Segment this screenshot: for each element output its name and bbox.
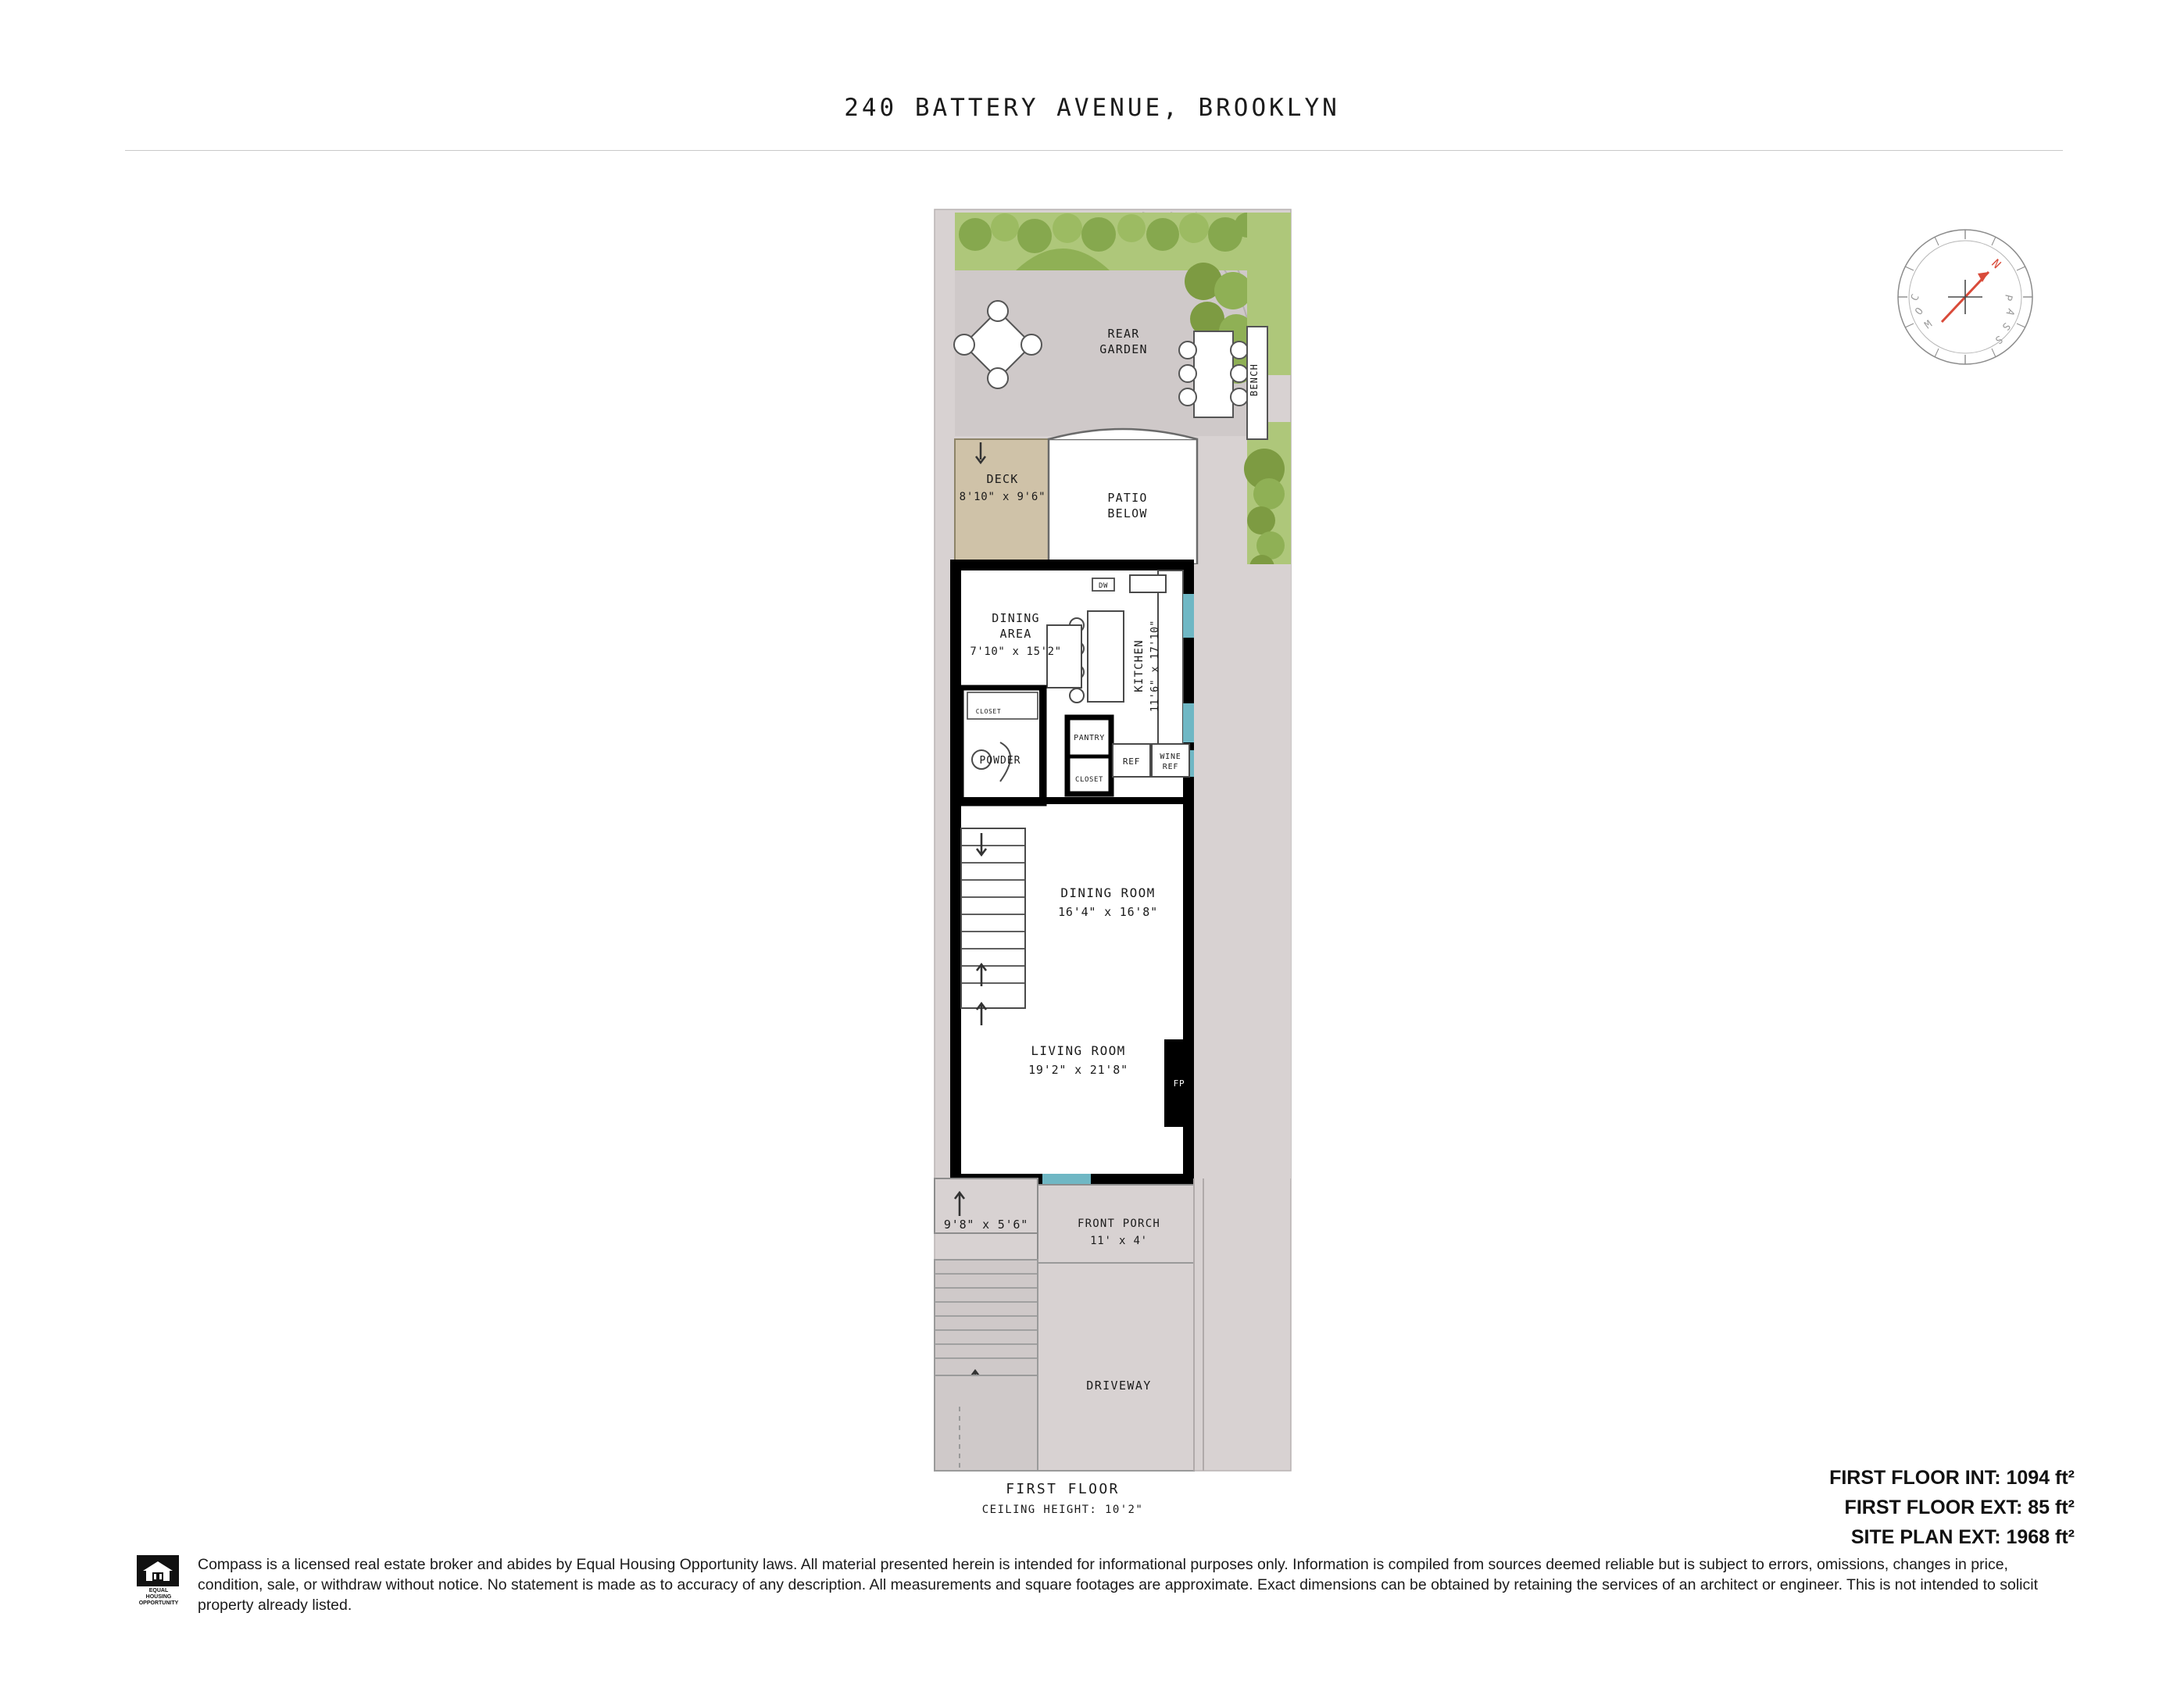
room-label-powder: POWDER: [979, 755, 1021, 767]
room-label-closet-upper: CLOSET: [975, 708, 1002, 715]
svg-text:DINING: DINING: [992, 611, 1040, 625]
staircase: [961, 828, 1025, 1025]
svg-text:BELOW: BELOW: [1107, 506, 1148, 520]
disclaimer-text: Compass is a licensed real estate broker and abides by Equal Housing Opportunity laws. All material presented herein is intended for informational purposes only. Information is compiled from sources deemed reliable but is subject to errors, omissions, changes in price, condition, sale, or withdraw without notice. No statement is made as to accuracy of any description. All measurements and square footages are approximate. Exact dimensions can be obtained by retaining the services of an architect or engineer. This is not intended to solicit property already listed.: [198, 1556, 2039, 1614]
room-label-bench: BENCH: [1249, 363, 1260, 397]
page-title: 240 BATTERY AVENUE, BROOKLYN: [844, 94, 1340, 122]
eho-line-2: OPPORTUNITY: [138, 1600, 179, 1607]
svg-text:REF: REF: [1162, 763, 1179, 771]
svg-text:GARDEN: GARDEN: [1099, 342, 1148, 356]
interior-wall-powder: [1039, 688, 1046, 803]
area-summary: [1829, 1463, 2075, 1552]
svg-text:C: C: [1908, 291, 1923, 303]
front-steps: [935, 1260, 1038, 1471]
svg-text:PATIO: PATIO: [1107, 491, 1148, 505]
svg-text:REAR: REAR: [1107, 327, 1140, 341]
svg-text:LIVING ROOM: LIVING ROOM: [1031, 1043, 1126, 1058]
outdoor-bench-table: [1179, 331, 1248, 417]
svg-text:DINING ROOM: DINING ROOM: [1060, 885, 1156, 900]
svg-text:AREA: AREA: [999, 627, 1032, 641]
svg-text:11'6" x 17'10": 11'6" x 17'10": [1149, 620, 1161, 712]
ceiling-height: CEILING HEIGHT: 10'2": [981, 1504, 1144, 1516]
svg-text:O: O: [1913, 305, 1927, 318]
svg-text:M: M: [1922, 317, 1936, 332]
room-label-entry-dims: 9'8" x 5'6": [943, 1218, 1029, 1232]
svg-text:16'4" x 16'8": 16'4" x 16'8": [1058, 905, 1158, 919]
svg-text:S: S: [1992, 332, 2005, 347]
floor-caption: [891, 1481, 1235, 1516]
svg-text:19'2" x 21'8": 19'2" x 21'8": [1028, 1063, 1128, 1077]
driveway-surface: [1038, 1263, 1194, 1471]
floor-name: FIRST FLOOR: [1006, 1481, 1120, 1497]
room-label-driveway: DRIVEWAY: [1086, 1379, 1152, 1393]
equal-housing-logo: [137, 1555, 181, 1607]
svg-text:8'10" x 9'6": 8'10" x 9'6": [959, 491, 1046, 503]
area-first-floor-ext: FIRST FLOOR EXT: 85 ft²: [1844, 1497, 2075, 1518]
svg-text:KITCHEN: KITCHEN: [1133, 639, 1146, 692]
area-site-plan-ext: SITE PLAN EXT: 1968 ft²: [1850, 1526, 2075, 1548]
eho-line-1: EQUAL HOUSING: [145, 1588, 172, 1600]
compass-rose: [1887, 219, 2043, 375]
side-yard: [1194, 564, 1291, 1178]
svg-text:P: P: [2000, 293, 2014, 303]
room-label-pantry: PANTRY: [1074, 734, 1105, 742]
svg-text:S: S: [1999, 320, 2013, 333]
svg-text:DECK: DECK: [986, 472, 1019, 486]
powder-room: [961, 688, 1044, 803]
room-label-dw: DW: [1098, 582, 1109, 590]
svg-text:WINE: WINE: [1160, 753, 1181, 761]
svg-text:A: A: [2003, 306, 2017, 318]
equal-housing-icon: [137, 1555, 179, 1586]
area-first-floor-int: FIRST FLOOR INT: 1094 ft²: [1829, 1467, 2075, 1489]
equal-housing-caption: [137, 1588, 181, 1607]
interior-wall-mid: [955, 797, 1194, 804]
compass-north-label: N: [1989, 256, 2004, 272]
room-label-closet-lower: CLOSET: [1074, 776, 1104, 784]
svg-text:11' x 4': 11' x 4': [1090, 1235, 1148, 1247]
footer: [137, 1555, 2051, 1616]
room-label-fireplace: FP: [1173, 1078, 1185, 1089]
room-label-ref: REF: [1122, 756, 1141, 767]
svg-text:7'10" x 15'2": 7'10" x 15'2": [970, 646, 1062, 658]
svg-text:FRONT PORCH: FRONT PORCH: [1078, 1218, 1160, 1230]
